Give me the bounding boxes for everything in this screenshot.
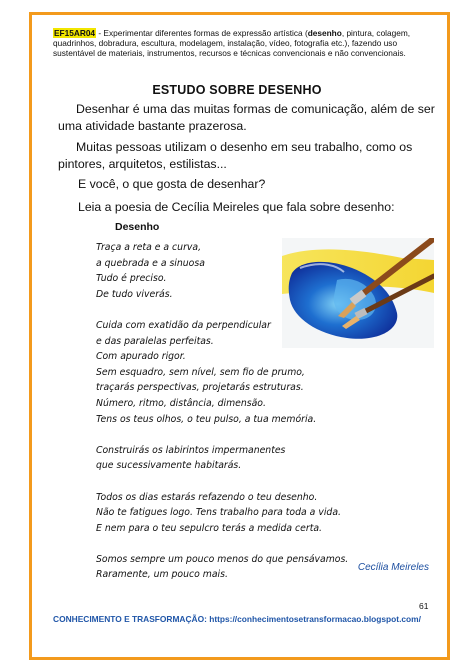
poem-line: Somos sempre um pouco menos do que pensávamos. bbox=[96, 553, 349, 565]
poem-line: a quebrada e a sinuosa bbox=[96, 257, 205, 269]
paragraph-4: Leia a poesia de Cecília Meireles que fala sobre desenho: bbox=[78, 200, 395, 214]
paragraph-1: Desenhar é uma das muitas formas de comunicação, além de ser uma atividade bastante prazerosa. bbox=[58, 102, 435, 133]
page-title: ESTUDO SOBRE DESENHO bbox=[152, 83, 322, 97]
poem-line: Tudo é preciso. bbox=[96, 273, 167, 285]
skill-code: EF15AR04 bbox=[54, 28, 96, 38]
poem-line: traçarás perspectivas, projetarás estruturas. bbox=[96, 382, 304, 394]
poem-line: Cuida com exatidão da perpendicular bbox=[96, 319, 271, 331]
poem-line: Construirás os labirintos impermanentes bbox=[96, 444, 286, 456]
poem-line: e das paralelas perfeitas. bbox=[96, 335, 214, 347]
poem-line: Sem esquadro, sem nível, sem fio de prumo, bbox=[96, 366, 305, 378]
poem-stanza bbox=[96, 552, 349, 583]
poem-stanza bbox=[96, 490, 346, 537]
skill-description bbox=[53, 28, 433, 59]
poem-line: Com apurado rigor. bbox=[96, 351, 186, 363]
poem-line: Não te fatigues logo. Tens trabalho para toda a vida. bbox=[96, 507, 341, 519]
poem-line: Traça a reta e a curva, bbox=[96, 242, 202, 253]
poem-stanza bbox=[96, 443, 346, 474]
skill-text-before: - Experimentar diferentes formas de expressão artística ( bbox=[96, 28, 308, 38]
poem-title: Desenho bbox=[115, 221, 160, 233]
poem-line: Todos os dias estarás refazendo o teu desenho. bbox=[96, 491, 318, 503]
page-number: 61 bbox=[419, 601, 429, 611]
paragraph-2: Muitas pessoas utilizam o desenho em seu trabalho, como os pintores, arquitetos, estilistas... bbox=[58, 140, 413, 171]
skill-text-bold: desenho bbox=[307, 28, 342, 38]
poem-line: que sucessivamente habitarás. bbox=[96, 460, 242, 472]
skill-text-after: , pintura, colagem, quadrinhos, dobradura, escultura, modelagem, instalação, vídeo, fotografia etc.), fazendo uso sustentável de materiais, instrumentos, recursos e técnicas convencionais e não convencionais. bbox=[53, 28, 411, 59]
footer-link[interactable]: CONHECIMENTO E TRASFORMAÇÃO: https://conhecimentosetransformacao.blogspot.com/ bbox=[53, 614, 421, 624]
poem-line: Número, ritmo, distância, dimensão. bbox=[96, 397, 266, 409]
paintbrush-illustration bbox=[282, 238, 434, 348]
poem-author: Cecília Meireles bbox=[357, 562, 429, 573]
poem-line: De tudo viverás. bbox=[96, 288, 173, 300]
poem-line: Tens os teus olhos, o teu pulso, a tua memória. bbox=[96, 413, 317, 425]
poem-line: E nem para o teu sepulcro terás a medida certa. bbox=[96, 522, 322, 534]
paragraph-3: E você, o que gosta de desenhar? bbox=[78, 177, 266, 191]
poem-line: Raramente, um pouco mais. bbox=[96, 569, 228, 581]
